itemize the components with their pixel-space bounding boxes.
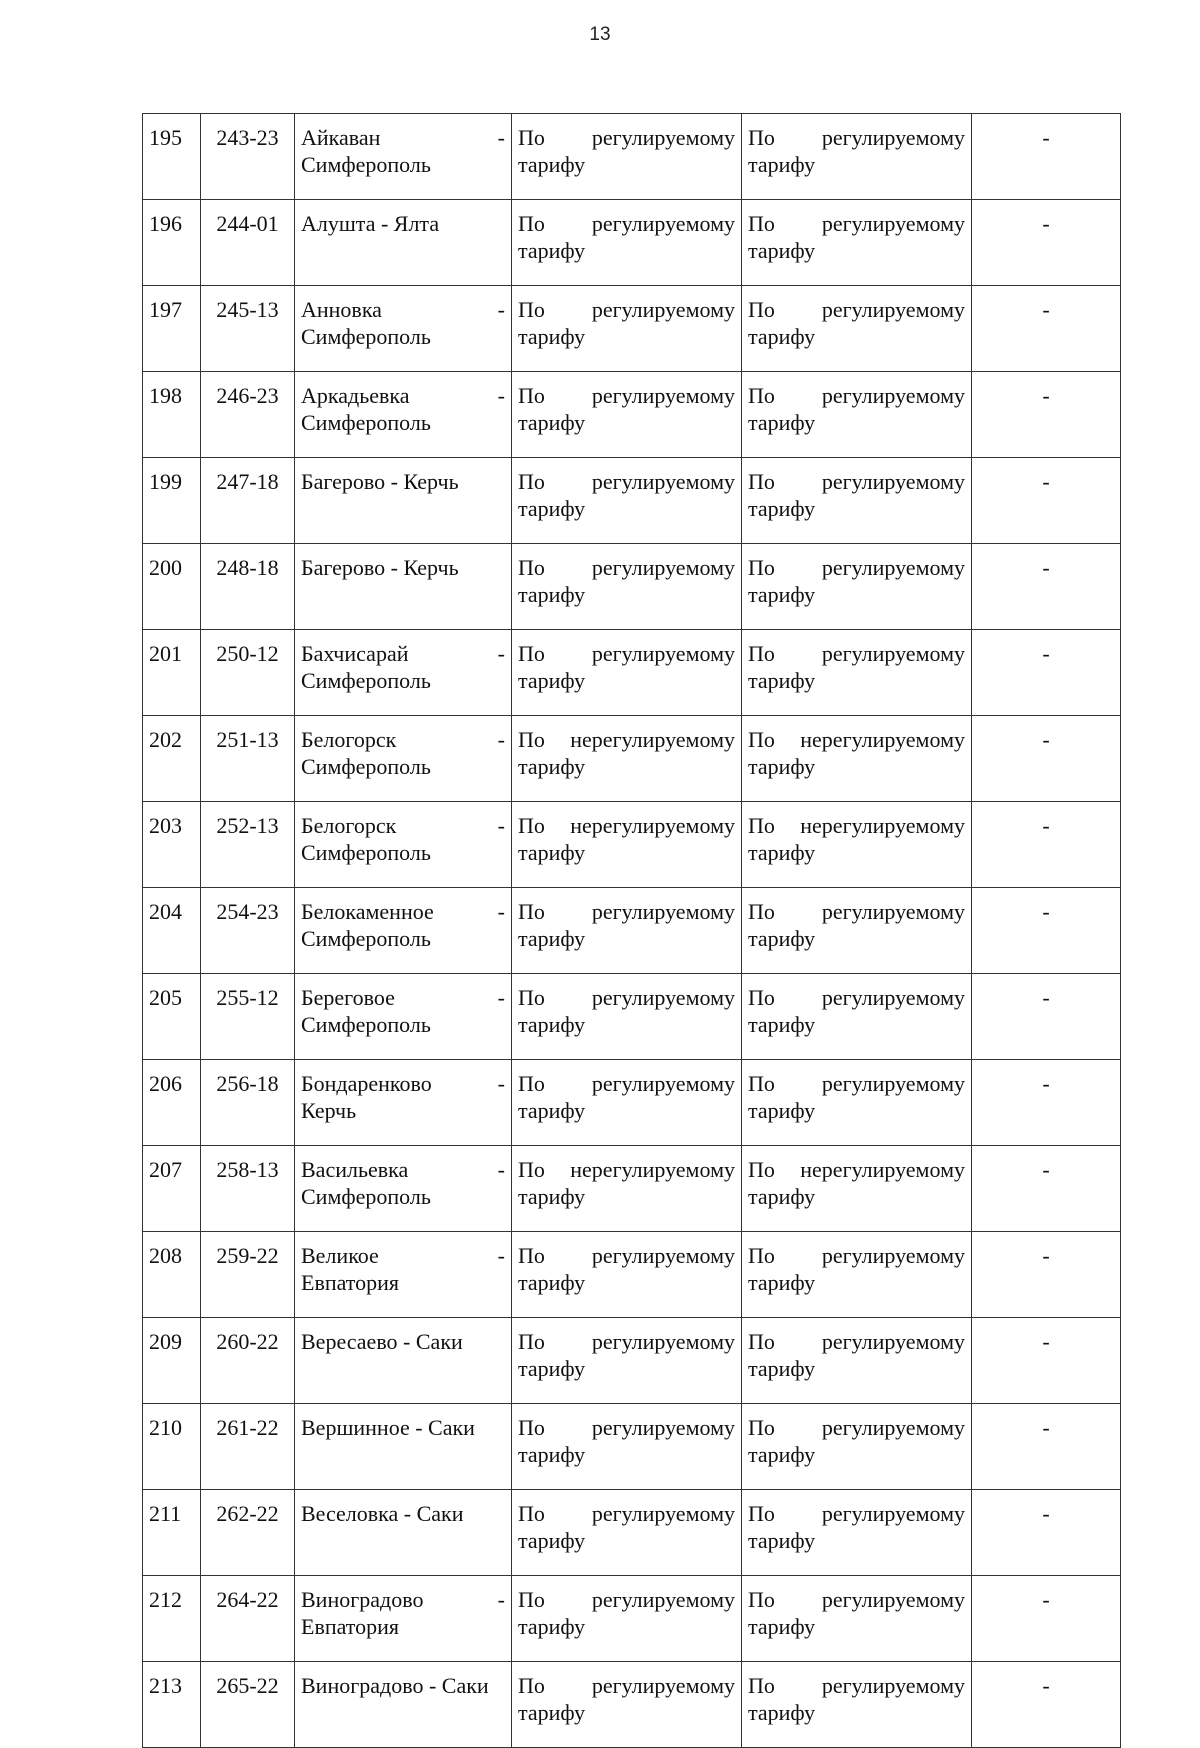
tariff-word: тарифу	[748, 324, 816, 349]
tariff-word: тарифу	[748, 1442, 816, 1467]
cell-route-code: 247-18	[201, 458, 295, 544]
cell-tariff-1	[512, 630, 742, 716]
table-row	[143, 200, 1121, 286]
cell-number: 208	[143, 1232, 201, 1318]
tariff-word-po: По	[518, 1071, 545, 1096]
tariff-word: тарифу	[518, 1184, 586, 1209]
cell-tariff-1	[512, 372, 742, 458]
cell-extra: -	[972, 458, 1121, 544]
table-row	[143, 630, 1121, 716]
cell-route-code: 256-18	[201, 1060, 295, 1146]
route-separator: -	[497, 813, 505, 838]
tariff-kind: регулируемому	[821, 125, 965, 150]
tariff-word-po: По	[518, 1329, 545, 1354]
tariff-word-po: По	[518, 813, 545, 838]
cell-extra: -	[972, 286, 1121, 372]
table-row	[143, 974, 1121, 1060]
route-name: Алушта - Ялта	[301, 211, 440, 236]
tariff-kind: регулируемому	[591, 1587, 735, 1612]
tariff-kind: регулируемому	[821, 1673, 965, 1698]
tariff-word-po: По	[748, 1587, 775, 1612]
tariff-kind: регулируемому	[591, 297, 735, 322]
cell-number: 199	[143, 458, 201, 544]
table-row	[143, 114, 1121, 200]
tariff-word: тарифу	[748, 1098, 816, 1123]
tariff-word-po: По	[518, 211, 545, 236]
tariff-kind: нерегулируемому	[800, 727, 965, 752]
tariff-word-po: По	[748, 211, 775, 236]
cell-route	[295, 1060, 512, 1146]
cell-tariff-2	[742, 888, 972, 974]
cell-route-code: 265-22	[201, 1662, 295, 1748]
cell-number: 204	[143, 888, 201, 974]
tariff-word-po: По	[748, 469, 775, 494]
tariff-word: тарифу	[518, 152, 586, 177]
tariff-word: тарифу	[748, 1528, 816, 1553]
tariff-kind: регулируемому	[821, 899, 965, 924]
cell-tariff-1	[512, 1490, 742, 1576]
route-destination: Симферополь	[301, 1184, 431, 1209]
cell-number: 205	[143, 974, 201, 1060]
cell-number: 202	[143, 716, 201, 802]
route-destination: Симферополь	[301, 410, 431, 435]
tariff-kind: регулируемому	[591, 1071, 735, 1096]
route-origin: Айкаван	[301, 125, 381, 150]
route-destination: Симферополь	[301, 152, 431, 177]
tariff-word-po: По	[748, 555, 775, 580]
tariff-kind: регулируемому	[821, 211, 965, 236]
cell-route	[295, 716, 512, 802]
cell-number: 196	[143, 200, 201, 286]
tariff-word: тарифу	[518, 926, 586, 951]
route-name: Вересаево - Саки	[301, 1329, 463, 1354]
cell-tariff-2	[742, 1318, 972, 1404]
tariff-word: тарифу	[518, 582, 586, 607]
route-separator: -	[497, 727, 505, 752]
route-name: Багерово - Керчь	[301, 469, 459, 494]
route-separator: -	[497, 641, 505, 666]
tariff-kind: регулируемому	[591, 211, 735, 236]
route-destination: Евпатория	[301, 1614, 400, 1639]
cell-number: 203	[143, 802, 201, 888]
cell-number: 197	[143, 286, 201, 372]
tariff-word-po: По	[518, 641, 545, 666]
cell-number: 209	[143, 1318, 201, 1404]
tariff-word: тарифу	[748, 582, 816, 607]
route-separator: -	[497, 899, 505, 924]
cell-route-code: 262-22	[201, 1490, 295, 1576]
tariff-word: тарифу	[748, 1012, 816, 1037]
cell-tariff-1	[512, 114, 742, 200]
route-destination: Симферополь	[301, 668, 431, 693]
tariff-kind: нерегулируемому	[570, 1157, 735, 1182]
tariff-kind: нерегулируемому	[800, 813, 965, 838]
tariff-kind: регулируемому	[821, 297, 965, 322]
tariff-word: тарифу	[518, 1356, 586, 1381]
cell-tariff-1	[512, 544, 742, 630]
cell-tariff-2	[742, 716, 972, 802]
tariff-word: тарифу	[748, 1184, 816, 1209]
tariff-word-po: По	[518, 1501, 545, 1526]
tariff-word-po: По	[518, 899, 545, 924]
route-separator: -	[497, 985, 505, 1010]
cell-route-code: 248-18	[201, 544, 295, 630]
cell-route	[295, 200, 512, 286]
tariff-word-po: По	[518, 1243, 545, 1268]
tariff-word-po: По	[748, 383, 775, 408]
tariff-kind: регулируемому	[591, 985, 735, 1010]
tariff-kind: регулируемому	[591, 1501, 735, 1526]
tariff-word-po: По	[748, 1673, 775, 1698]
tariff-kind: регулируемому	[821, 1243, 965, 1268]
table-row	[143, 458, 1121, 544]
cell-tariff-2	[742, 200, 972, 286]
tariff-word-po: По	[748, 985, 775, 1010]
tariff-word: тарифу	[748, 668, 816, 693]
route-origin: Анновка	[301, 297, 382, 322]
tariff-kind: регулируемому	[591, 1329, 735, 1354]
route-destination: Симферополь	[301, 840, 431, 865]
route-destination: Симферополь	[301, 926, 431, 951]
tariff-word: тарифу	[518, 754, 586, 779]
table-row	[143, 544, 1121, 630]
cell-tariff-2	[742, 458, 972, 544]
cell-tariff-1	[512, 458, 742, 544]
tariff-word-po: По	[518, 1415, 545, 1440]
cell-route-code: 261-22	[201, 1404, 295, 1490]
cell-tariff-2	[742, 1404, 972, 1490]
tariff-word: тарифу	[518, 1700, 586, 1725]
route-separator: -	[497, 1157, 505, 1182]
cell-number: 212	[143, 1576, 201, 1662]
cell-tariff-1	[512, 974, 742, 1060]
route-origin: Белогорск	[301, 813, 397, 838]
tariff-word: тарифу	[748, 496, 816, 521]
cell-route	[295, 458, 512, 544]
cell-route	[295, 630, 512, 716]
cell-extra: -	[972, 1576, 1121, 1662]
cell-extra: -	[972, 630, 1121, 716]
cell-extra: -	[972, 802, 1121, 888]
tariff-word-po: По	[748, 297, 775, 322]
tariff-word-po: По	[748, 1071, 775, 1096]
cell-route	[295, 974, 512, 1060]
cell-extra: -	[972, 114, 1121, 200]
cell-route-code: 244-01	[201, 200, 295, 286]
cell-route	[295, 1232, 512, 1318]
cell-route	[295, 802, 512, 888]
tariff-word-po: По	[748, 899, 775, 924]
tariff-word-po: По	[748, 641, 775, 666]
tariff-kind: регулируемому	[591, 641, 735, 666]
route-separator: -	[497, 1587, 505, 1612]
route-separator: -	[497, 125, 505, 150]
tariff-word-po: По	[748, 1501, 775, 1526]
tariff-word: тарифу	[748, 238, 816, 263]
cell-number: 201	[143, 630, 201, 716]
table-row	[143, 286, 1121, 372]
route-name: Вершинное - Саки	[301, 1415, 475, 1440]
cell-number: 210	[143, 1404, 201, 1490]
cell-route-code: 245-13	[201, 286, 295, 372]
route-name: Веселовка - Саки	[301, 1501, 464, 1526]
tariff-kind: регулируемому	[591, 383, 735, 408]
tariff-word-po: По	[518, 555, 545, 580]
tariff-kind: регулируемому	[821, 469, 965, 494]
tariff-kind: регулируемому	[821, 641, 965, 666]
cell-extra: -	[972, 1232, 1121, 1318]
tariff-word: тарифу	[518, 238, 586, 263]
tariff-kind: регулируемому	[821, 1501, 965, 1526]
route-separator: -	[497, 297, 505, 322]
tariff-word-po: По	[518, 1157, 545, 1182]
table-row	[143, 1060, 1121, 1146]
tariff-word: тарифу	[518, 324, 586, 349]
table-row	[143, 802, 1121, 888]
tariff-kind: регулируемому	[591, 1243, 735, 1268]
tariff-kind: регулируемому	[591, 555, 735, 580]
cell-route	[295, 1146, 512, 1232]
cell-route-code: 250-12	[201, 630, 295, 716]
tariff-word-po: По	[748, 1415, 775, 1440]
tariff-word: тарифу	[518, 1442, 586, 1467]
route-origin: Великое	[301, 1243, 379, 1268]
cell-route	[295, 1576, 512, 1662]
tariff-word-po: По	[518, 1673, 545, 1698]
cell-route	[295, 372, 512, 458]
cell-tariff-2	[742, 630, 972, 716]
tariff-kind: нерегулируемому	[800, 1157, 965, 1182]
routes-table	[142, 113, 1121, 1748]
cell-tariff-1	[512, 1662, 742, 1748]
tariff-kind: регулируемому	[821, 555, 965, 580]
cell-number: 207	[143, 1146, 201, 1232]
cell-tariff-2	[742, 372, 972, 458]
tariff-kind: нерегулируемому	[570, 813, 735, 838]
cell-route-code: 243-23	[201, 114, 295, 200]
tariff-kind: нерегулируемому	[570, 727, 735, 752]
route-origin: Береговое	[301, 985, 395, 1010]
route-destination: Симферополь	[301, 1012, 431, 1037]
cell-tariff-2	[742, 974, 972, 1060]
cell-route-code: 259-22	[201, 1232, 295, 1318]
tariff-word-po: По	[748, 813, 775, 838]
cell-tariff-2	[742, 1060, 972, 1146]
tariff-word: тарифу	[748, 1270, 816, 1295]
cell-route	[295, 114, 512, 200]
cell-tariff-1	[512, 888, 742, 974]
cell-extra: -	[972, 1662, 1121, 1748]
route-separator: -	[497, 383, 505, 408]
tariff-word: тарифу	[748, 1614, 816, 1639]
cell-number: 198	[143, 372, 201, 458]
tariff-word-po: По	[518, 383, 545, 408]
table-row	[143, 1232, 1121, 1318]
tariff-word-po: По	[518, 297, 545, 322]
table-row	[143, 1318, 1121, 1404]
cell-tariff-2	[742, 1662, 972, 1748]
cell-tariff-2	[742, 802, 972, 888]
table-row	[143, 888, 1121, 974]
route-separator: -	[497, 1071, 505, 1096]
route-origin: Аркадьевка	[301, 383, 410, 408]
cell-tariff-2	[742, 1576, 972, 1662]
cell-route	[295, 544, 512, 630]
cell-route-code: 255-12	[201, 974, 295, 1060]
tariff-kind: регулируемому	[591, 1415, 735, 1440]
cell-route	[295, 888, 512, 974]
cell-tariff-1	[512, 200, 742, 286]
cell-tariff-1	[512, 286, 742, 372]
cell-route-code: 252-13	[201, 802, 295, 888]
tariff-word-po: По	[518, 469, 545, 494]
route-destination: Симферополь	[301, 754, 431, 779]
tariff-word: тарифу	[518, 410, 586, 435]
cell-number: 195	[143, 114, 201, 200]
routes-table-body	[143, 114, 1121, 1748]
route-name: Багерово - Керчь	[301, 555, 459, 580]
cell-number: 206	[143, 1060, 201, 1146]
cell-extra: -	[972, 200, 1121, 286]
cell-tariff-2	[742, 1490, 972, 1576]
cell-tariff-2	[742, 544, 972, 630]
cell-number: 213	[143, 1662, 201, 1748]
cell-tariff-2	[742, 286, 972, 372]
cell-tariff-1	[512, 1060, 742, 1146]
table-row	[143, 372, 1121, 458]
tariff-word-po: По	[748, 125, 775, 150]
cell-extra: -	[972, 1318, 1121, 1404]
cell-route-code: 260-22	[201, 1318, 295, 1404]
table-row	[143, 716, 1121, 802]
route-destination: Евпатория	[301, 1270, 400, 1295]
cell-extra: -	[972, 716, 1121, 802]
cell-route-code: 246-23	[201, 372, 295, 458]
tariff-word: тарифу	[518, 1614, 586, 1639]
cell-route	[295, 286, 512, 372]
route-origin: Белогорск	[301, 727, 397, 752]
cell-route	[295, 1662, 512, 1748]
route-separator: -	[497, 1243, 505, 1268]
tariff-kind: регулируемому	[821, 985, 965, 1010]
cell-route	[295, 1490, 512, 1576]
tariff-kind: регулируемому	[591, 125, 735, 150]
table-row	[143, 1576, 1121, 1662]
cell-extra: -	[972, 372, 1121, 458]
tariff-word: тарифу	[748, 1700, 816, 1725]
tariff-kind: регулируемому	[591, 469, 735, 494]
tariff-word-po: По	[748, 1329, 775, 1354]
cell-extra: -	[972, 888, 1121, 974]
tariff-word: тарифу	[748, 926, 816, 951]
tariff-word: тарифу	[748, 1356, 816, 1381]
tariff-kind: регулируемому	[821, 1071, 965, 1096]
cell-tariff-1	[512, 802, 742, 888]
cell-tariff-1	[512, 1232, 742, 1318]
tariff-kind: регулируемому	[591, 899, 735, 924]
route-origin: Васильевка	[301, 1157, 409, 1182]
tariff-kind: регулируемому	[821, 1415, 965, 1440]
table-row	[143, 1146, 1121, 1232]
cell-extra: -	[972, 974, 1121, 1060]
cell-route-code: 258-13	[201, 1146, 295, 1232]
tariff-word: тарифу	[518, 1528, 586, 1553]
tariff-word: тарифу	[748, 840, 816, 865]
tariff-word: тарифу	[518, 1098, 586, 1123]
cell-extra: -	[972, 1060, 1121, 1146]
cell-tariff-1	[512, 1576, 742, 1662]
tariff-word-po: По	[748, 1243, 775, 1268]
cell-number: 200	[143, 544, 201, 630]
cell-tariff-2	[742, 114, 972, 200]
route-origin: Виноградово	[301, 1587, 424, 1612]
tariff-word: тарифу	[518, 668, 586, 693]
tariff-word-po: По	[748, 1157, 775, 1182]
route-destination: Симферополь	[301, 324, 431, 349]
page-number: 13	[589, 24, 611, 45]
tariff-word: тарифу	[748, 410, 816, 435]
tariff-kind: регулируемому	[821, 383, 965, 408]
cell-extra: -	[972, 1146, 1121, 1232]
tariff-word: тарифу	[748, 152, 816, 177]
table-row	[143, 1490, 1121, 1576]
cell-number: 211	[143, 1490, 201, 1576]
tariff-word-po: По	[518, 125, 545, 150]
tariff-kind: регулируемому	[821, 1587, 965, 1612]
table-row	[143, 1662, 1121, 1748]
table-row	[143, 1404, 1121, 1490]
tariff-word: тарифу	[518, 1012, 586, 1037]
tariff-word: тарифу	[748, 754, 816, 779]
cell-tariff-1	[512, 716, 742, 802]
tariff-word-po: По	[748, 727, 775, 752]
cell-tariff-2	[742, 1146, 972, 1232]
route-origin: Бахчисарай	[301, 641, 409, 666]
route-origin: Белокаменное	[301, 899, 434, 924]
route-name: Виноградово - Саки	[301, 1673, 489, 1698]
cell-tariff-1	[512, 1404, 742, 1490]
tariff-word-po: По	[518, 1587, 545, 1612]
tariff-kind: регулируемому	[591, 1673, 735, 1698]
cell-extra: -	[972, 1490, 1121, 1576]
cell-tariff-1	[512, 1146, 742, 1232]
cell-route	[295, 1318, 512, 1404]
tariff-kind: регулируемому	[821, 1329, 965, 1354]
cell-extra: -	[972, 1404, 1121, 1490]
route-destination: Керчь	[301, 1098, 357, 1123]
cell-route-code: 254-23	[201, 888, 295, 974]
tariff-word: тарифу	[518, 496, 586, 521]
cell-route-code: 251-13	[201, 716, 295, 802]
tariff-word: тарифу	[518, 1270, 586, 1295]
cell-extra: -	[972, 544, 1121, 630]
tariff-word: тарифу	[518, 840, 586, 865]
tariff-word-po: По	[518, 727, 545, 752]
cell-tariff-1	[512, 1318, 742, 1404]
tariff-word-po: По	[518, 985, 545, 1010]
cell-route	[295, 1404, 512, 1490]
route-origin: Бондаренково	[301, 1071, 432, 1096]
cell-tariff-2	[742, 1232, 972, 1318]
cell-route-code: 264-22	[201, 1576, 295, 1662]
